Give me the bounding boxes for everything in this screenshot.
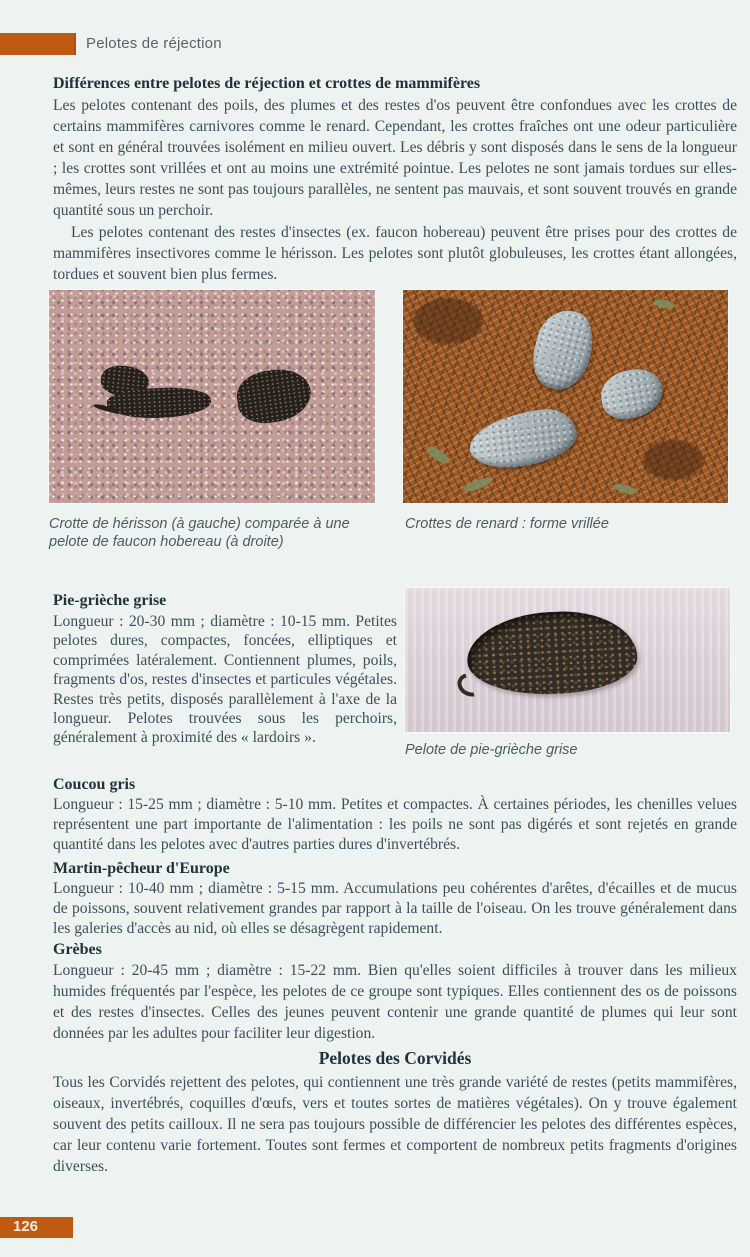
differences-paragraph-2: Les pelotes contenant des restes d'insectes (ex. faucon hobereau) peuvent être prises pour des crottes de mammifères insectivores comme le hérisson. Les pelotes sont plutôt globuleuses, les crottes étant allongées, tordues et souvent bien plus fermes.: [53, 224, 737, 283]
caption-hedgehog-vs-pellet: Crotte de hérisson (à gauche) comparée à une pelote de faucon hobereau (à droite): [49, 516, 350, 550]
page-number: 126: [13, 1218, 39, 1235]
caption-shrike-pellet: Pelote de pie-grièche grise: [405, 742, 578, 758]
fox-dropping-top: [526, 304, 600, 395]
moss-patch: [424, 443, 451, 466]
species-section-pie-grieche: [53, 591, 397, 748]
species-section-coucou: [53, 775, 737, 855]
species-text-martin-pecheur: Longueur : 10-40 mm ; diamètre : 5-15 mm. Accumulations peu cohérentes d'arêtes, d'écailles et de mucus de poissons, souvent relativement grandes par rapport à la taille de l'oiseau. On les trouve généralement dans les galeries d'accès au nid, où elles se désagrègent rapidement.: [53, 880, 737, 937]
fox-dropping-right: [597, 365, 666, 423]
species-text-pie-grieche: Longueur : 20-30 mm ; diamètre : 10-15 mm. Petites pelotes dures, compactes, foncées, elliptiques et comprimées latéralement. Contiennent plumes, poils, fragments d'os, restes d'insectes et particules végétales. Restes très petits, disposés parallèlement à l'axe de la longueur. Pelotes trouvées sous les perchoirs, généralement à proximité des « lardoirs ».: [53, 613, 397, 747]
corvides-heading: Pelotes des Corvidés: [318, 1048, 472, 1068]
needle-shadow: [413, 298, 483, 344]
moss-patch: [612, 482, 637, 496]
moss-patch: [462, 475, 493, 494]
hobby-falcon-pellet: [234, 365, 315, 427]
chapter-header: Pelotes de réjection: [86, 35, 222, 52]
species-heading-grebes: Grèbes: [53, 941, 102, 958]
fox-dropping-twisted: [466, 406, 580, 473]
species-section-grebes: [53, 940, 737, 1044]
species-section-martin-pecheur: [53, 859, 737, 939]
differences-paragraph-1: Les pelotes contenant des poils, des plumes et des restes d'os peuvent être confondues avec les crottes de certains mammifères carnivores comme le renard. Cependant, les crottes fraîches ont une odeur particulière et sont en général trouvées isolément en milieu ouvert. Les débris y sont disposés dans le sens de la longueur ; les crottes sont vrillées et ont au moins une extrémité pointue. Les pelotes ne sont jamais tordues sur elles-mêmes, leurs restes ne sont pas toujours parallèles, ne sentent pas mauvais, et sont souvent trouvés en grande quantité sous un perchoir.: [53, 97, 737, 219]
shrike-pellet: [465, 608, 639, 699]
needle-shadow: [643, 440, 703, 480]
photo-hedgehog-dropping-vs-hobby-pellet: [49, 290, 375, 503]
chapter-tab-bar: [0, 33, 76, 55]
species-heading-martin-pecheur: Martin-pêcheur d'Europe: [53, 860, 230, 877]
photo-fox-droppings: [403, 290, 728, 503]
corvides-text: Tous les Corvidés rejettent des pelotes, qui contiennent une très grande variété de restes (petits mammifères, oiseaux, invertébrés, coquilles d'œufs, vers et toutes sortes de matières végétales). On y trouve également souvent des petits cailloux. Il ne sera pas toujours possible de différencier les pelotes des différentes espèces, car leur contenu varie fortement. Toutes sont fermes et comportent de nombreux petits fragments d'origines diverses.: [53, 1074, 737, 1175]
page-number-bar: [0, 1217, 73, 1238]
species-heading-coucou: Coucou gris: [53, 776, 136, 793]
species-heading-pie-grieche: Pie-grièche grise: [53, 592, 167, 609]
caption-fox-droppings: Crottes de renard : forme vrillée: [405, 516, 609, 532]
species-text-grebes: Longueur : 20-45 mm ; diamètre : 15-22 mm. Bien qu'elles soient difficiles à trouver dans les milieux humides fréquentés par l'espèce, les pelotes de ce groupe sont typiques. Elles contiennent des os de poissons et des restes d'insectes. Celles des jeunes peuvent contenir une grande quantité de plumes qui leur sont données par les adultes pour faciliter leur digestion.: [53, 962, 737, 1042]
moss-patch: [652, 298, 675, 310]
species-text-coucou: Longueur : 15-25 mm ; diamètre : 5-10 mm. Petites et compactes. À certaines périodes, les chenilles velues représentent une part importante de l'alimentation : les poils ne sont pas digérés et sont rejetés en grande quantité dans les pelotes avec d'autres parties dures d'invertébrés.: [53, 796, 737, 853]
differences-section: [53, 74, 737, 285]
differences-heading: Différences entre pelotes de réjection et crottes de mammifères: [53, 75, 481, 92]
photo-shrike-pellet: [405, 588, 730, 732]
